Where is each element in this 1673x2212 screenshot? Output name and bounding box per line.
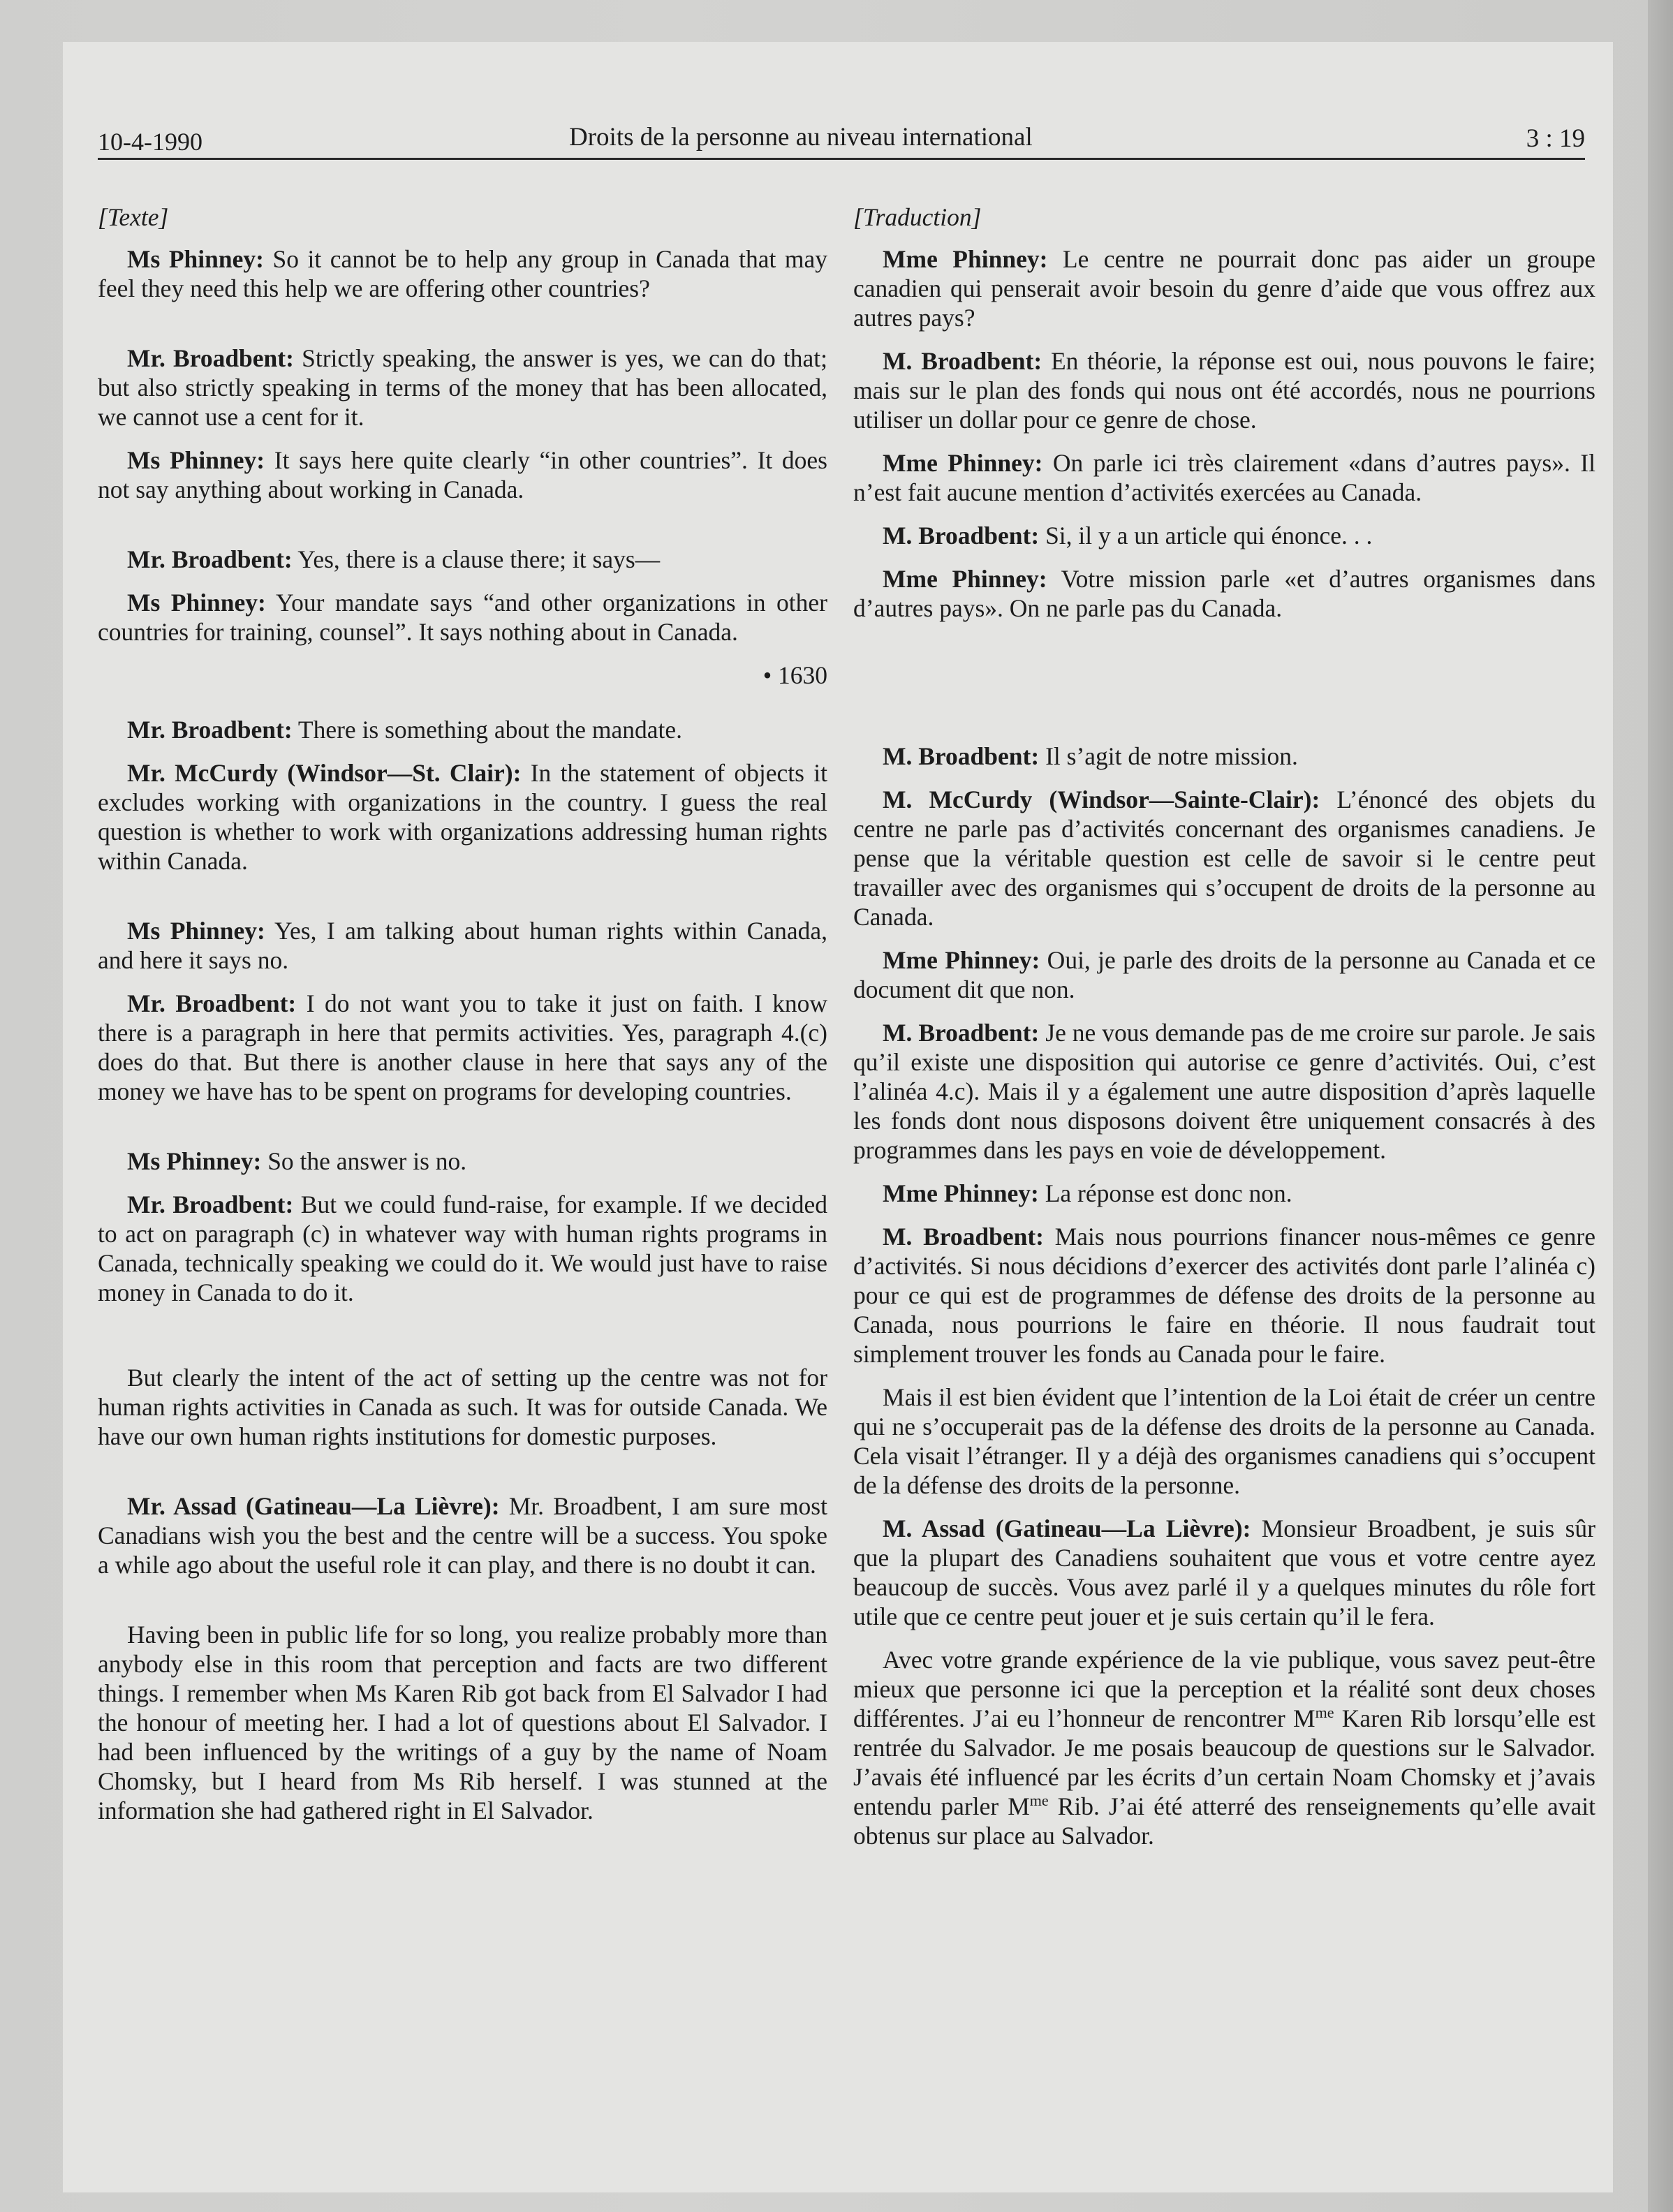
transcript-paragraph [853,1179,1595,1208]
transcript-paragraph [853,1645,1595,1850]
language-tag-text: Traduction [862,203,972,231]
paragraph-text: Karen Rib lorsqu’elle est rentrée du Salvador. Je me posais beaucoup de questions sur le Salvador. J’avais été influencé par les écrits d’un certain Noam Chomsky et j’avais entendu parler M [853,1704,1595,1820]
running-header [98,112,1585,161]
transcript-paragraph [98,715,827,744]
transcript-paragraph [98,588,827,647]
paragraph-text: Avec votre grande expérience de la vie publique, vous savez peut-être mieux que personne ici que la perception et la réalité sont deux choses différentes. J’ai eu l’honneur de rencontrer M [853,1646,1595,1732]
paragraph-text: Strictly speaking, the answer is yes, we can do that; but also strictly speaking in terms of the money that has been allocated, we cannot use a cent for it. [98,344,827,431]
header-rule [98,158,1585,160]
transcript-paragraph [98,1363,827,1451]
paragraph-text: Rib. J’ai été atterré des renseignements qu’elle avait obtenus sur place au Salvador. [853,1792,1595,1850]
paragraph-text: But we could fund-raise, for example. If we decided to act on paragraph (c) in whatever way with human rights programs in Canada, technically speaking we could do it. We would just have to raise money in Canada to do it. [98,1190,827,1306]
speaker-name: Ms Phinney: [127,446,265,474]
speaker-name: M. Broadbent: [883,742,1040,770]
paragraph-text: There is something about the mandate. [292,716,683,744]
speaker-name: M. Broadbent: [883,522,1040,550]
paragraph-text: So the answer is no. [261,1147,467,1175]
transcript-paragraph [853,1382,1595,1500]
language-tag-text: Texte [107,203,159,231]
transcript-paragraph [853,448,1595,507]
speaker-name: Mme Phinney: [883,1179,1039,1207]
paragraph-text: Je ne vous demande pas de me croire sur parole. Je sais qu’il existe une disposition qui autorise ce genre d’activités. Oui, c’est l’alinéa 4.c). Mais il y a également une autre disposition d’après laquelle les fonds dont nous disposons doivent être uniquement consacrés à des programmes dans les pays en voie de développement. [853,1019,1595,1164]
transcript-paragraph [98,989,827,1106]
transcript-paragraph [853,564,1595,623]
speaker-name: Mr. Broadbent: [127,1190,294,1218]
transcript-paragraph [98,1491,827,1579]
speaker-name: M. Assad (Gatineau—La Lièvre): [883,1514,1251,1542]
transcript-paragraph [98,916,827,975]
paragraph-text: So it cannot be to help any group in Canada that may feel they need this help we are offering other countries? [98,245,827,302]
speaker-name: Mme Phinney: [883,245,1048,273]
paragraph-text: In the statement of objects it excludes working with organizations in the country. I guess the real question is whether to work with organizations addressing human rights within Canada. [98,759,827,875]
speaker-name: Mr. Assad (Gatineau—La Lièvre): [127,1492,500,1520]
superscript: me [1029,1792,1049,1810]
transcript-paragraph [98,1146,827,1176]
transcript-paragraph [98,1190,827,1307]
paragraph-text: Mais nous pourrions financer nous-mêmes ce genre d’activités. Si nous décidions d’exercer des activités dont parle l’alinéa c) pour ce qui est de programmes de défense des droits de la personne au Canada, nous pourrions le faire en théorie. Il nous faudrait tout simplement trouver les fonds au Canada pour le faire. [853,1223,1596,1368]
transcript-paragraph [853,521,1595,550]
language-tag: [Traduction] [853,203,982,231]
speaker-name: Mr. Broadbent: [127,716,293,744]
speaker-name: M. Broadbent: [883,1223,1044,1251]
transcript-paragraph [853,785,1595,931]
paragraph-text: On parle ici très clairement «dans d’autres pays». Il n’est fait aucune mention d’activités exercées au Canada. [853,449,1595,506]
language-tag: [Texte] [98,203,169,231]
speaker-name: Mr. Broadbent: [127,989,297,1017]
transcript-paragraph [853,742,1595,771]
speaker-name: Mr. McCurdy (Windsor—St. Clair): [127,759,522,787]
paragraph-text: Il s’agit de notre mission. [1039,742,1298,770]
speaker-name: Mme Phinney: [883,946,1040,974]
paragraph-text: Having been in public life for so long, you realize probably more than anybody else in this room that perception and facts are two different things. I remember when Ms Karen Rib got back from El Salvador I had the honour of meeting her. I had a lot of questions about El Salvador. I had been influenced by the writings of a guy by the name of Noam Chomsky, but I heard from Ms Rib herself. I was stunned at the information she had gathered right in El Salvador. [98,1621,827,1824]
paragraph-text: Mais il est bien évident que l’intention de la Loi était de créer un centre qui ne s’occuperait pas de la défense des droits de la personne au Canada. Cela visait l’étranger. Il y a déjà des organismes canadiens qui s’occupent de la défense des droits de la personne. [853,1383,1595,1499]
transcript-paragraph [853,244,1595,332]
paragraph-text: L’énoncé des objets du centre ne parle pas d’activités concernant des organismes canadiens. Je pense que la véritable question est celle de savoir si le centre peut travailler avec des organismes qui s’occupent de droits de la personne au Canada. [853,786,1595,931]
english-column [98,202,827,1839]
speaker-name: Ms Phinney: [127,245,264,273]
speaker-name: Mr. Broadbent: [127,344,294,372]
transcript-paragraph [853,945,1595,1004]
paragraph-text: Monsieur Broadbent, je suis sûr que la plupart des Canadiens souhaitent que vous et votre centre ayez beaucoup de succès. Vous avez parlé il y a quelques minutes du rôle fort utile que ce centre peut jouer et je suis certain qu’il le fera. [853,1514,1595,1630]
paragraph-text: Votre mission parle «et d’autres organismes dans d’autres pays». On ne parle pas du Canada. [853,565,1595,622]
transcript-paragraph [853,1514,1595,1631]
header-title: Droits de la personne au niveau international [569,123,1033,152]
transcript-paragraph [98,758,827,876]
page-number: 3 : 19 [1526,124,1585,153]
time-marker: • 1630 [762,661,827,689]
paragraph-text: Your mandate says “and other organizations in other countries for training, counsel”. It says nothing about in Canada. [98,589,827,646]
transcript-paragraph [98,545,827,574]
binding-edge [1648,0,1673,2212]
transcript-paragraph [98,244,827,303]
superscript: me [1315,1704,1334,1722]
paragraph-text: Le centre ne pourrait donc pas aider un groupe canadien qui penserait avoir besoin du genre d’aide que vous offrez aux autres pays? [853,245,1595,332]
speaker-name: M. Broadbent: [883,347,1042,375]
speaker-name: M. McCurdy (Windsor—Sainte-Clair): [883,786,1320,813]
speaker-name: M. Broadbent: [883,1019,1040,1047]
paragraph-text: I do not want you to take it just on faith. I know there is a paragraph in here that permits activities. Yes, paragraph 4.(c) does do that. But there is another clause in here that says any of the money we have has to be spent on programs for developing countries. [98,989,827,1105]
speaker-name: Ms Phinney: [127,589,266,617]
paragraph-text: But clearly the intent of the act of setting up the centre was not for human rights activities in Canada as such. It was for outside Canada. We have our own human rights institutions for domestic purposes. [98,1364,827,1450]
paragraph-text: Yes, I am talking about human rights within Canada, and here it says no. [98,917,828,974]
speaker-name: Mme Phinney: [883,565,1047,593]
paragraph-text: Yes, there is a clause there; it says— [292,545,661,573]
transcript-paragraph [98,445,827,504]
header-date: 10-4-1990 [98,128,202,156]
paragraph-text: It says here quite clearly “in other countries”. It does not say anything about working in Canada. [98,446,827,503]
speaker-name: Ms Phinney: [127,917,265,945]
paragraph-text: La réponse est donc non. [1038,1179,1292,1207]
speaker-name: Ms Phinney: [127,1147,262,1175]
transcript-paragraph [853,346,1595,434]
transcript-paragraph [853,1222,1595,1369]
french-column [853,202,1595,1864]
transcript-paragraph [98,344,827,432]
speaker-name: Mr. Broadbent: [127,545,293,573]
paragraph-text: Oui, je parle des droits de la personne au Canada et ce document dit que non. [853,946,1595,1003]
transcript-paragraph [98,1620,827,1825]
transcript-paragraph [853,1018,1595,1165]
paragraph-text: Si, il y a un article qui énonce. . . [1039,522,1373,550]
paragraph-text: En théorie, la réponse est oui, nous pouvons le faire; mais sur le plan des fonds qui nous ont été accordés, nous ne pourrions utiliser un dollar pour ce genre de chose. [853,347,1595,434]
paragraph-text: Mr. Broadbent, I am sure most Canadians wish you the best and the centre will be a success. You spoke a while ago about the useful role it can play, and there is no doubt it can. [98,1492,827,1579]
speaker-name: Mme Phinney: [883,449,1043,477]
